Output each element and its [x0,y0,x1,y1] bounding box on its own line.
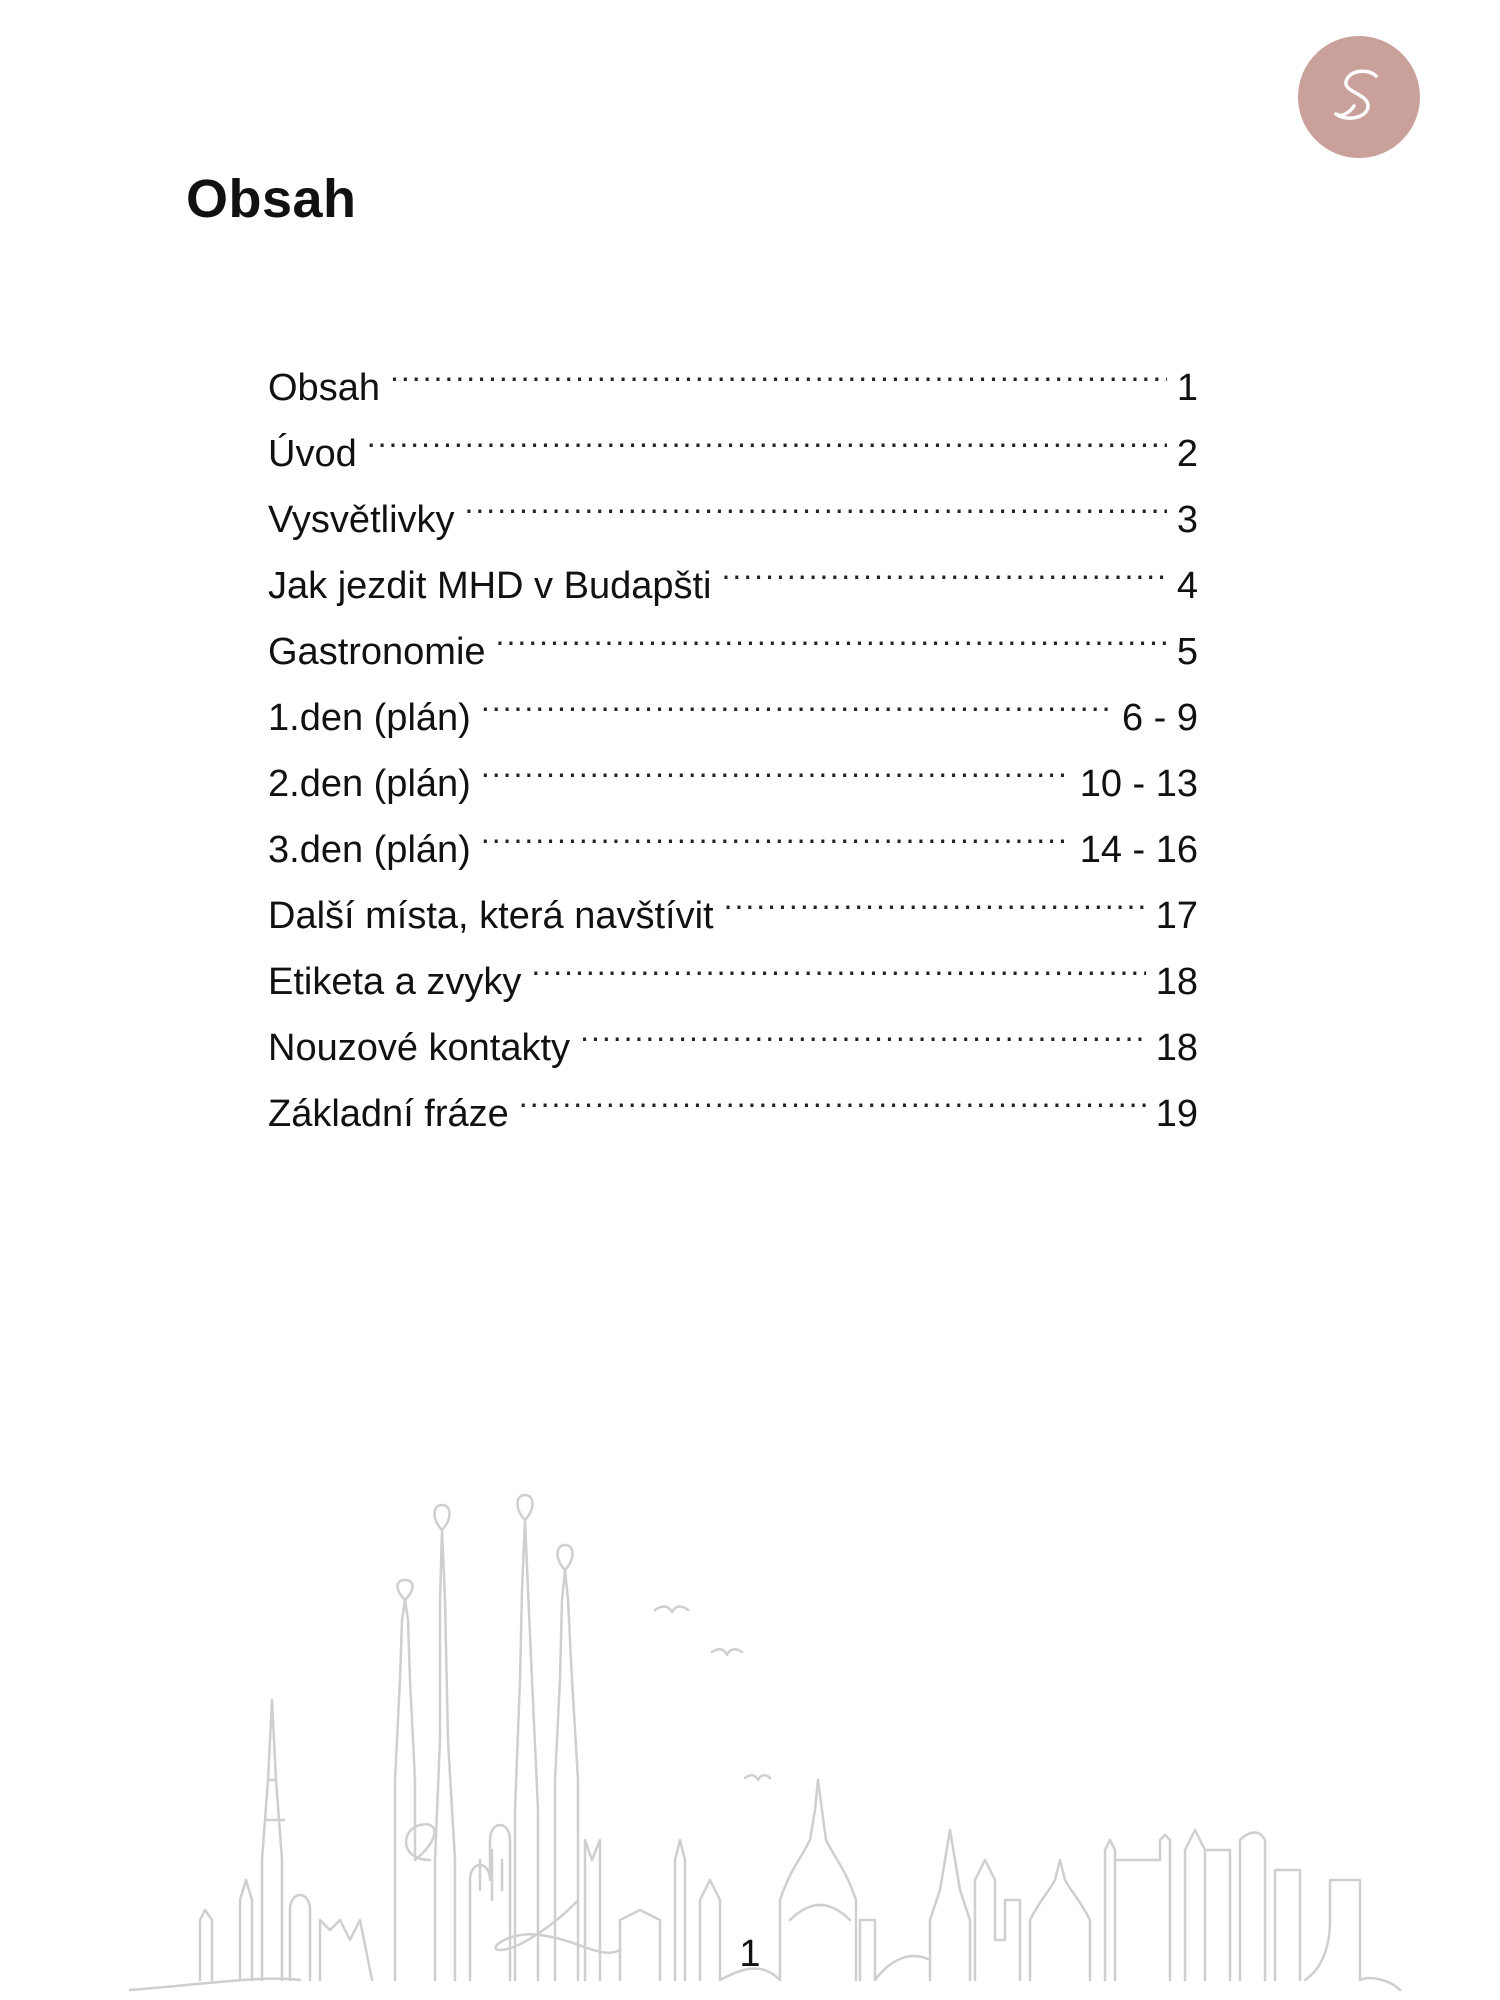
toc-entry-page: 14 - 16 [1079,829,1198,871]
script-s-logo-icon [1324,62,1394,132]
toc-entry-label: 1.den (plán) [268,697,471,739]
toc-entry-page: 18 [1155,961,1198,1003]
toc-entry-page: 2 [1176,433,1198,475]
toc-dot-leader [390,334,1167,400]
toc-dot-leader [465,466,1167,532]
toc-entry-page: 10 - 13 [1079,763,1198,805]
brand-logo [1298,36,1420,158]
toc-entry-label: Další místa, která navštívit [268,895,714,937]
toc-entry-page: 18 [1155,1027,1198,1069]
toc-entry-page: 19 [1155,1093,1198,1135]
toc-entry-label: Úvod [268,433,357,475]
toc-entry[interactable] [268,400,1198,475]
toc-entry-label: Etiketa a zvyky [268,961,522,1003]
toc-entry[interactable] [268,334,1198,409]
table-of-contents [268,334,1198,1135]
toc-dot-leader [724,862,1146,928]
toc-dot-leader [580,994,1146,1060]
toc-entry[interactable] [268,466,1198,541]
toc-dot-leader [531,928,1145,994]
toc-entry-page: 17 [1155,895,1198,937]
toc-entry-page: 5 [1176,631,1198,673]
toc-entry-page: 3 [1176,499,1198,541]
toc-entry-label: Základní fráze [268,1093,509,1135]
toc-entry-label: Gastronomie [268,631,486,673]
toc-entry-page: 1 [1176,367,1198,409]
toc-entry-label: Jak jezdit MHD v Budapšti [268,565,712,607]
toc-entry-label: 2.den (plán) [268,763,471,805]
toc-dot-leader [722,532,1167,598]
toc-entry-page: 4 [1176,565,1198,607]
toc-dot-leader [481,664,1112,730]
toc-entry-label: 3.den (plán) [268,829,471,871]
toc-entry-page: 6 - 9 [1121,697,1198,739]
toc-entry-label: Vysvětlivky [268,499,455,541]
toc-dot-leader [519,1060,1146,1126]
toc-dot-leader [496,598,1167,664]
toc-entry-label: Obsah [268,367,380,409]
page-title: Obsah [186,169,357,229]
toc-dot-leader [481,796,1070,862]
page-number: 1 [739,1933,761,1975]
city-skyline-line-art-icon [0,1480,1500,2000]
toc-dot-leader [367,400,1167,466]
toc-dot-leader [481,730,1070,796]
toc-entry-label: Nouzové kontakty [268,1027,571,1069]
